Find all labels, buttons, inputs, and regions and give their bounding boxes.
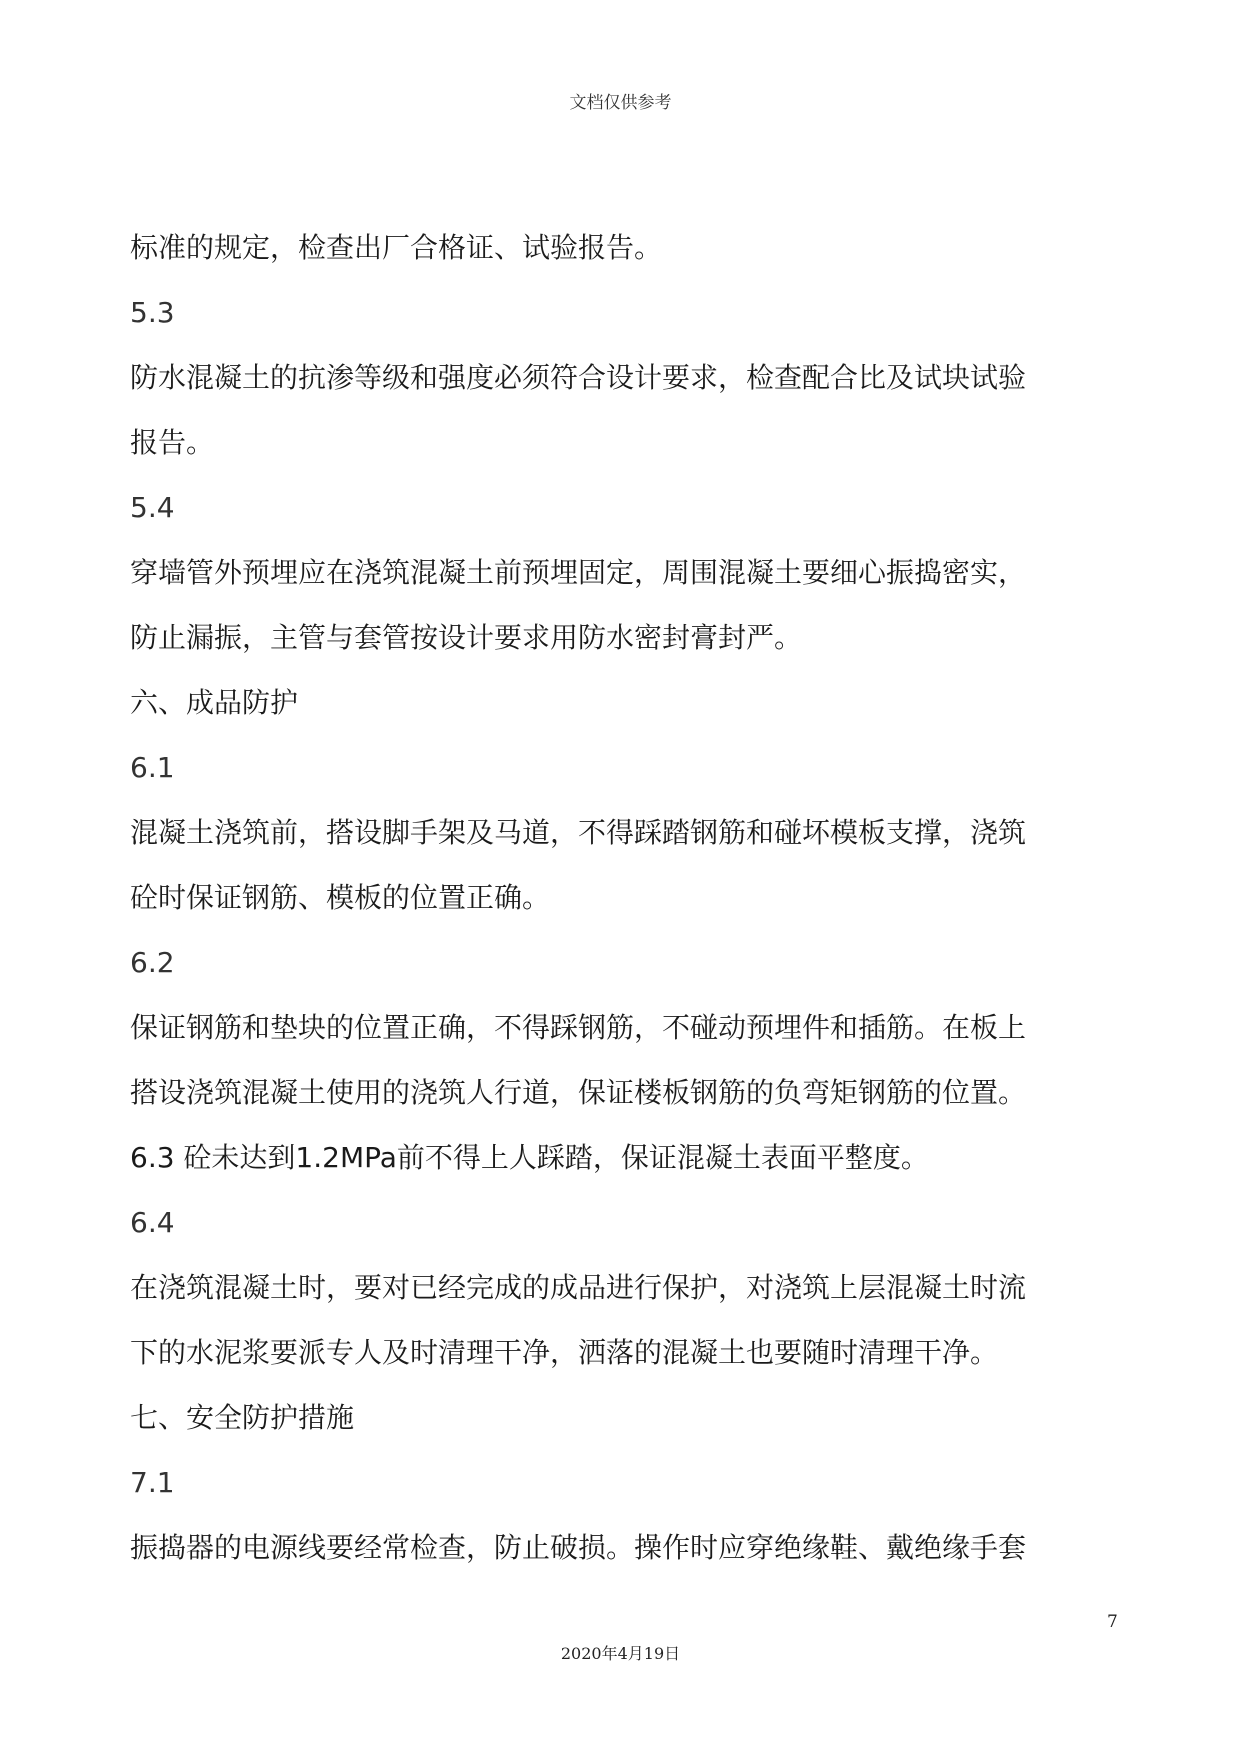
body-line: 防止漏振，主管与套管按设计要求用防水密封膏封严。 [130, 621, 803, 654]
body-line: 标准的规定，检查出厂合格证、试验报告。 [130, 231, 663, 264]
document-body [130, 215, 1120, 1580]
section-heading: 七、安全防护措施 [130, 1401, 355, 1434]
section-heading: 六、成品防护 [130, 686, 299, 719]
section-number: 6.1 [130, 751, 175, 784]
body-line: 保证钢筋和垫块的位置正确，不得踩钢筋，不碰动预埋件和插筋。在板上 [130, 1011, 1027, 1044]
body-line: 6.3 砼未达到1.2MPa前不得上人踩踏，保证混凝土表面平整度。 [130, 1141, 929, 1174]
body-line: 下的水泥浆要派专人及时清理干净，洒落的混凝土也要随时清理干净。 [130, 1336, 999, 1369]
body-line: 穿墙管外预埋应在浇筑混凝土前预埋固定，周围混凝土要细心振捣密实， [130, 556, 1027, 589]
page-header: 文档仅供参考 [569, 93, 672, 113]
page-footer-date: 2020年4月19日 [560, 1644, 681, 1663]
body-line: 报告。 [130, 426, 215, 459]
page-number: 7 [1107, 1612, 1118, 1632]
body-line: 防水混凝土的抗渗等级和强度必须符合设计要求，检查配合比及试块试验 [130, 361, 1027, 394]
body-line: 混凝土浇筑前，搭设脚手架及马道，不得踩踏钢筋和碰坏模板支撑，浇筑 [130, 816, 1027, 849]
section-number: 5.3 [130, 296, 175, 329]
section-number: 5.4 [130, 491, 175, 524]
body-line: 搭设浇筑混凝土使用的浇筑人行道，保证楼板钢筋的负弯矩钢筋的位置。 [130, 1076, 1027, 1109]
body-line: 砼时保证钢筋、模板的位置正确。 [130, 881, 551, 914]
section-number: 6.2 [130, 946, 175, 979]
body-line: 在浇筑混凝土时，要对已经完成的成品进行保护，对浇筑上层混凝土时流 [130, 1271, 1027, 1304]
body-line: 振捣器的电源线要经常检查，防止破损。操作时应穿绝缘鞋、戴绝缘手套 [130, 1531, 1027, 1564]
section-number: 6.4 [130, 1206, 175, 1239]
section-number: 7.1 [130, 1466, 175, 1499]
